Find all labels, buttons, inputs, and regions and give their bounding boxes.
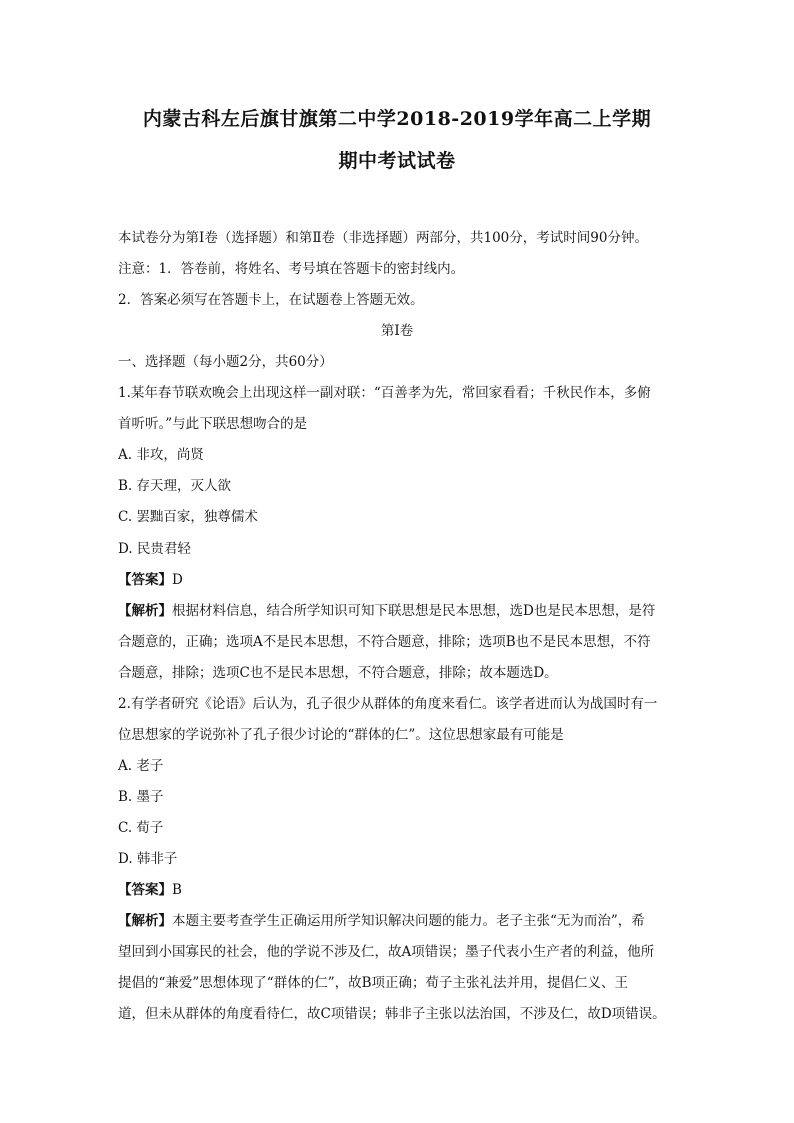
question-stem: 1.某年春节联欢晚会上出现这样一副对联：“百善孝为先，常回家看看；千秋民作本，多俯 bbox=[118, 385, 651, 401]
exam-note-2: 2．答案必须写在答题卡上，在试题卷上答题无效。 bbox=[118, 292, 424, 308]
answer-tag: 【答案】 bbox=[118, 882, 172, 898]
analysis-tag: 【解析】 bbox=[118, 913, 172, 929]
option-c: C. 荀子 bbox=[118, 820, 164, 836]
answer-line bbox=[118, 570, 688, 590]
option-b: B. 存天理，灭人欲 bbox=[118, 478, 232, 494]
answer-line bbox=[118, 880, 688, 900]
question-stem: 位思想家的学说弥补了孔子很少讨论的“群体的仁”。这位思想家最有可能是 bbox=[118, 727, 564, 743]
answer-value: B bbox=[172, 882, 182, 898]
analysis-line bbox=[118, 601, 688, 621]
option-d: D. 韩非子 bbox=[118, 851, 178, 867]
analysis-text: 合题意的，正确；选项A不是民本思想，不符合题意，排除；选项B也不是民本思想，不符 bbox=[118, 634, 651, 650]
option-a: A. 非攻，尚贤 bbox=[118, 447, 204, 463]
option-d: D. 民贵君轻 bbox=[118, 541, 191, 557]
exam-note-1: 注意：1．答卷前，将姓名、考号填在答题卡的密封线内。 bbox=[118, 261, 465, 277]
question-stem: 首听听。”与此下联思想吻合的是 bbox=[118, 416, 308, 432]
analysis-text: 提倡的“兼爱”思想体现了“群体的仁”，故B项正确；荀子主张礼法并用，提倡仁义、王 bbox=[118, 975, 629, 991]
answer-tag: 【答案】 bbox=[118, 572, 172, 588]
analysis-text: 合题意，排除；选项C也不是民本思想，不符合题意，排除；故本题选D。 bbox=[118, 665, 558, 681]
analysis-tag: 【解析】 bbox=[118, 603, 172, 619]
answer-value: D bbox=[172, 572, 183, 588]
analysis-text: 道，但未从群体的角度看待仁，故C项错误；韩非子主张以法治国，不涉及仁，故D项错误。 bbox=[118, 1006, 666, 1022]
document-title-line1: 内蒙古科左后旗甘旗第二中学2018-2019学年高二上学期 bbox=[142, 108, 652, 130]
analysis-text: 望回到小国寡民的社会，他的学说不涉及仁，故A项错误；墨子代表小生产者的利益，他所 bbox=[118, 944, 655, 960]
question-stem: 2.有学者研究《论语》后认为，孔子很少从群体的角度来看仁。该学者进而认为战国时有一 bbox=[118, 696, 658, 712]
exam-description: 本试卷分为第Ⅰ卷（选择题）和第Ⅱ卷（非选择题）两部分，共100分，考试时间90分钟。 bbox=[118, 230, 648, 246]
volume-heading: 第Ⅰ卷 bbox=[380, 323, 414, 339]
section-heading: 一、选择题（每小题2分，共60分） bbox=[118, 354, 333, 370]
option-c: C. 罢黜百家，独尊儒术 bbox=[118, 509, 258, 525]
analysis-line bbox=[118, 911, 688, 931]
document-title-line2: 期中考试试卷 bbox=[338, 150, 456, 172]
analysis-text: 根据材料信息，结合所学知识可知下联思想是民本思想，选D也是民本思想，是符 bbox=[172, 603, 656, 619]
option-a: A. 老子 bbox=[118, 758, 164, 774]
analysis-text: 本题主要考查学生正确运用所学知识解决问题的能力。老子主张“无为而治”，希 bbox=[172, 913, 645, 929]
option-b: B. 墨子 bbox=[118, 789, 164, 805]
